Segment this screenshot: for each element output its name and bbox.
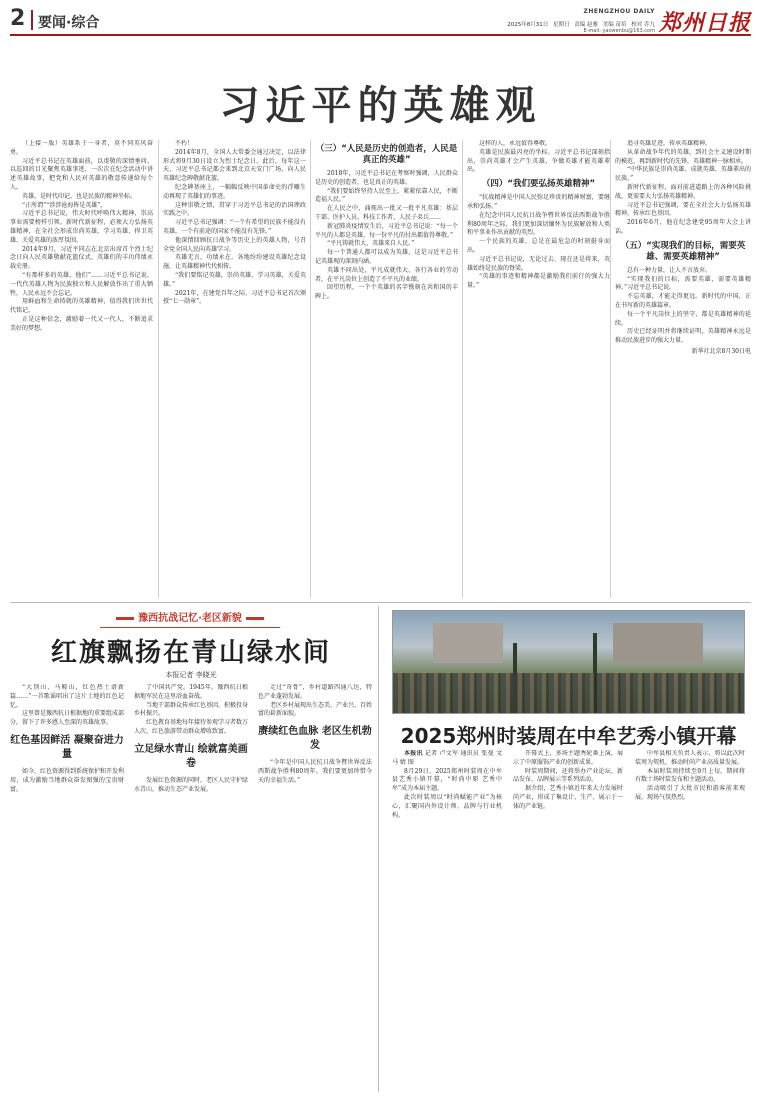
story-divider bbox=[378, 606, 379, 1092]
paragraph: “今年是中国人民抗日战争暨世界反法西斯战争胜利80周年，我们要更加珍惜今天的幸福生活。” bbox=[258, 759, 372, 784]
paper-logo: 郑州日报 bbox=[658, 10, 751, 36]
paragraph: 不朽！ bbox=[175, 140, 194, 147]
story-left-body bbox=[10, 684, 372, 1084]
paragraph: 时装周期间，还将举办产业论坛、新品发布、品牌展示等系列活动。 bbox=[513, 767, 623, 784]
paragraph: 从革命战争年代的英雄，到社会主义建设时期的模范，再到新时代的先锋，英雄精神一脉相承。 bbox=[615, 148, 751, 165]
paragraph: 2021年，在建党百年之际，习近平总书记首次颁授“七一勋章”。 bbox=[163, 289, 306, 306]
page-number: 2 bbox=[10, 6, 26, 31]
paragraph: 走过“奇骨”，乡村道路四通八达，特色产业蓬勃发展。 bbox=[258, 684, 372, 700]
paragraph: “我们要始终坚持人民至上，紧紧依靠人民，不断造福人民。” bbox=[315, 187, 458, 204]
edition-date: 2025年8月31日 bbox=[507, 22, 549, 28]
paragraph: 红色教育基地每年接待参观学习者数万人次，红色旅游带动群众增收致富。 bbox=[134, 719, 248, 735]
story-left-byline: 本报记者 李晓光 bbox=[165, 671, 217, 679]
credit-line: 记者 卢文军 通讯员 张曼 文 马 婧 图 bbox=[392, 750, 502, 766]
paragraph: 英雄无言，功绩永在。各地纷纷建设英雄纪念设施，让英雄精神代代相传。 bbox=[163, 254, 306, 271]
column-divider bbox=[610, 140, 611, 598]
paragraph: 老区乡村展现出生态美、产业兴、百姓富的崭新面貌。 bbox=[258, 701, 372, 718]
story-right-col-2 bbox=[513, 750, 623, 1090]
series-label: 豫西抗战记忆·老区新貌 bbox=[138, 613, 242, 624]
paragraph: 总有一种力量，让人不言放弃。 bbox=[627, 266, 712, 274]
photo-building bbox=[613, 623, 703, 663]
paragraph: 8月29日，2025郑州时装周在中牟县艺秀小镇开幕，“时尚中原 艺秀中牟”成为本届主题。 bbox=[392, 767, 502, 793]
main-col-5 bbox=[615, 140, 751, 598]
story-left-col-1 bbox=[10, 684, 124, 1084]
paragraph: 当地干部群众传承红色基因，积极投身乡村振兴。 bbox=[134, 701, 248, 718]
paragraph: 新时代新征程，面对前进道路上的各种风险挑战，更需要大力弘扬英雄精神。 bbox=[615, 183, 751, 200]
paragraph: 用鲜血和生命铸就的英雄精神，值得我们世世代代铭记。 bbox=[10, 298, 153, 315]
paragraph: 活动吸引了大批市民和游客前来观展，现场气氛热烈。 bbox=[635, 785, 745, 801]
section-subhead: （四）“我们要弘扬英雄精神” bbox=[481, 179, 596, 190]
paragraph: 2014年8月，全国人大常委会通过决定，以法律形式将9月30日设立为烈士纪念日。此后，每年这一天，习近平总书记都会来到北京天安门广场，向人民英雄纪念碑敬献花篮。 bbox=[163, 148, 306, 183]
paragraph: 英雄是民族最闪亮的坐标。习近平总书记深刻指出，崇尚英雄才会产生英雄，争做英雄才能英雄辈出。 bbox=[467, 148, 610, 174]
paragraph: 英雄不问出处，平凡成就伟大。各行各业的劳动者，在平凡岗位上创造了不平凡的业绩。 bbox=[315, 266, 458, 283]
story-right-title: 2025郑州时装周在中牟艺秀小镇开幕 bbox=[400, 724, 737, 748]
story-subhead: 赓续红色血脉 老区生机勃发 bbox=[258, 726, 372, 752]
paragraph: “实现我们的目标，需要英雄，需要英雄精神。”习近平总书记说。 bbox=[615, 275, 751, 292]
section-name: 要闻·综合 bbox=[38, 15, 100, 31]
paragraph: “大别山、马鞍山，红色热土谱新篇……”一首歌谣唱出了这片土地的红色记忆。 bbox=[10, 684, 124, 709]
edition-weekday: 星期日 bbox=[552, 22, 570, 28]
paragraph: 在人民之中，涌现出一批又一批平凡英雄：基层干部、医护人员、科技工作者、人民子弟兵…… bbox=[315, 205, 458, 221]
paragraph: 这种崇敬之情，贯穿于习近平总书记的治国理政实践之中。 bbox=[163, 201, 306, 218]
paragraph: 这里曾是豫西抗日根据地的重要组成部分，留下了许多感人至深的英雄故事。 bbox=[10, 710, 124, 727]
paragraph: 本届时装周持续至9月上旬，期间将有数十场时装发布和主题活动。 bbox=[635, 767, 745, 784]
paragraph: “抗战精神是中国人民弥足珍贵的精神财富，要继承和弘扬。” bbox=[467, 194, 610, 210]
paragraph: 追寻英雄足迹，传承英雄精神。 bbox=[627, 140, 712, 147]
paragraph: 开幕式上，多场主题秀轮番上演，展示了中原服饰产业的创新成果。 bbox=[513, 750, 623, 766]
paragraph: 发展红色资源的同时，老区人民守护绿水青山，推动生态产业发展。 bbox=[134, 776, 248, 793]
paragraph: 每一个平凡岗位上的坚守，都是英雄精神的延续。 bbox=[615, 310, 751, 327]
main-col-1 bbox=[10, 140, 153, 598]
paper-english-name: ZHENGZHOU DAILY bbox=[583, 8, 655, 15]
paragraph: 纪念碑基座上，一幅幅反映中国革命史的浮雕生动再现了英雄们的事迹。 bbox=[163, 183, 306, 200]
story-subhead: 红色基因鲜活 凝聚奋进力量 bbox=[10, 734, 124, 760]
lead-tag: 本报讯 bbox=[404, 750, 423, 757]
main-story bbox=[10, 140, 751, 598]
column-divider bbox=[158, 140, 159, 598]
paragraph bbox=[392, 750, 502, 768]
story-right-body bbox=[392, 750, 745, 1090]
paragraph: 此次时装周以“时尚赋能产业”为核心，汇聚国内外设计师、品牌与行业机构。 bbox=[392, 793, 502, 819]
paragraph: “中华民族是崇尚英雄、成就英雄、英雄辈出的民族。” bbox=[615, 166, 751, 183]
paragraph: 习近平总书记强调，要在全社会大力弘扬英雄精神，传承红色基因。 bbox=[615, 201, 751, 218]
paragraph: 2014年9月，习近平同志在北京出席首个烈士纪念日向人民英雄敬献花篮仪式，英雄们的丰功伟绩永载史册。 bbox=[10, 245, 153, 271]
paragraph: 正是这种信念，激励着一代又一代人，不断追求美好的梦想。 bbox=[10, 315, 153, 332]
paragraph: “英雄的事迹和精神都是激励我们前行的强大力量。” bbox=[467, 273, 610, 290]
section-divider bbox=[10, 602, 751, 603]
paragraph: 历史已经证明并将继续证明，英雄精神永远是推动民族进步的强大力量。 bbox=[615, 328, 751, 345]
paragraph: 他深情回顾抗日战争等历史上的英雄人物，号召全党全国人民向英雄学习。 bbox=[163, 236, 306, 253]
paragraph: 新冠肺炎疫情发生后，习近平总书记说：“每一个平凡的人都是英雄，每一份平凡的付出都值得尊敬。” bbox=[315, 222, 458, 239]
photo-building bbox=[433, 623, 503, 663]
contact-email: E-mail: yaowenbu@163.com bbox=[583, 28, 655, 34]
column-divider bbox=[462, 140, 463, 598]
proof-label: 校对 乔九 bbox=[631, 22, 655, 28]
story-right-col-1 bbox=[392, 750, 502, 1090]
paragraph: 中牟县相关负责人表示，将以此次时装周为契机，推动时尚产业高质量发展。 bbox=[635, 750, 745, 766]
banner-ornament bbox=[116, 617, 134, 620]
paragraph: 如今，红色资源得到系统保护和开发利用，成为激励当地群众奋发图强的宝贵财富。 bbox=[10, 767, 124, 793]
story-right bbox=[386, 610, 751, 1090]
paragraph: “正所谓”“涉涉沧海皆是英雄”， bbox=[22, 201, 107, 209]
story-left bbox=[10, 610, 372, 1090]
editor-label: 责编 赵雅 bbox=[574, 22, 598, 28]
designer-label: 美编 苗培 bbox=[602, 22, 627, 28]
paragraph: 在纪念中国人民抗日战争暨世界反法西斯战争胜利80周年之际，我们更加深切缅怀为民族解放和人类和平事业作出贡献的英烈。 bbox=[467, 211, 610, 237]
story-right-col-3 bbox=[635, 750, 745, 1090]
paragraph: 习近平总书记说，伟大时代呼唤伟大精神，崇高事业需要榜样引领。新时代新征程，必须大力弘扬英雄精神，在全社会形成崇尚英雄、学习英雄、捍卫英雄、关爱英雄的浓厚氛围。 bbox=[10, 210, 153, 244]
column-divider bbox=[310, 140, 311, 598]
paragraph: 2016年6月，他在纪念建党95周年大会上讲话。 bbox=[615, 219, 751, 235]
paragraph: 不忘英雄，才能走得更远。新时代的中国，正在书写新的英雄篇章。 bbox=[615, 293, 751, 309]
paragraph: 习近平总书记说，无论过去、现在还是将来，英雄始终是民族的脊梁。 bbox=[467, 255, 610, 272]
paragraph: 2018年，习近平总书记在考察时强调，人民群众是历史的创造者，也是真正的英雄。 bbox=[315, 170, 458, 186]
fashion-show-photo bbox=[392, 610, 745, 714]
photo-crowd bbox=[393, 673, 744, 713]
paragraph: 回望历程，一个个英雄的名字镌刻在共和国的丰碑上。 bbox=[315, 284, 458, 301]
paragraph: “我们要铭记英雄，崇尚英雄，学习英雄，关爱英雄。” bbox=[163, 271, 306, 288]
section-subhead: （五）“实现我们的目标，需要英雄、需要英雄精神” bbox=[620, 240, 746, 262]
paragraph: 习近平总书记在英雄面前，以虔敬的深情垂问、以巡回的目光聚焦英雄事迹，一次次在纪念活动中讲述英雄故事，把党和人民对英雄的敬意传递给每个人。 bbox=[10, 157, 153, 191]
banner-ornament bbox=[246, 617, 264, 620]
paragraph: 习近平总书记强调：“一个有希望的民族不能没有英雄，一个有前途的国家不能没有先锋。” bbox=[163, 219, 306, 235]
story-left-col-2 bbox=[134, 684, 248, 1084]
paragraph: “有那样多的英雄，他们”……习近平总书记说，一代代英雄人物为民族独立和人民解放作出了重大牺牲，人民永远不会忘记。 bbox=[10, 271, 153, 297]
edition-line bbox=[504, 20, 655, 28]
story-left-title: 红旗飘扬在青山绿水间 bbox=[50, 638, 331, 668]
paragraph: 一个民族的英雄，总是在最危急的时刻挺身而出。 bbox=[467, 238, 610, 254]
paragraph: 英雄，是时代印记，也是民族的精神坐标。 bbox=[22, 192, 137, 200]
paragraph: 每一个普通人都可以成为英雄，这是习近平总书记英雄观的深刻内涵。 bbox=[315, 249, 458, 265]
main-col-4 bbox=[467, 140, 610, 598]
paragraph: 这样的人，永远值得尊敬。 bbox=[479, 140, 552, 147]
masthead-divider bbox=[31, 10, 33, 30]
paragraph: 了中国共产党。1945年，豫西抗日根据地军民在这里浴血奋战。 bbox=[134, 684, 248, 700]
paragraph: 据介绍，艺秀小镇近年来大力发展时尚产业，形成了集设计、生产、展示于一体的产业链。 bbox=[513, 785, 623, 810]
masthead bbox=[10, 6, 751, 36]
paragraph: “平凡铸就伟大，英雄来自人民。” bbox=[327, 240, 415, 248]
main-col-3 bbox=[315, 140, 458, 598]
paragraph: （上接一版）英雄系于一身者，莫不同英风奋勇。 bbox=[10, 140, 153, 156]
dateline: 新华社北京8月30日电 bbox=[691, 347, 751, 355]
main-col-2 bbox=[163, 140, 306, 598]
story-left-col-3 bbox=[258, 684, 372, 1084]
section-subhead: （三）“人民是历史的创造者，人民是真正的英雄” bbox=[315, 144, 458, 165]
story-subhead: 立足绿水青山 绘就富美画卷 bbox=[134, 743, 248, 769]
main-headline: 习近平的英雄观 bbox=[219, 83, 542, 129]
series-banner bbox=[100, 610, 280, 628]
